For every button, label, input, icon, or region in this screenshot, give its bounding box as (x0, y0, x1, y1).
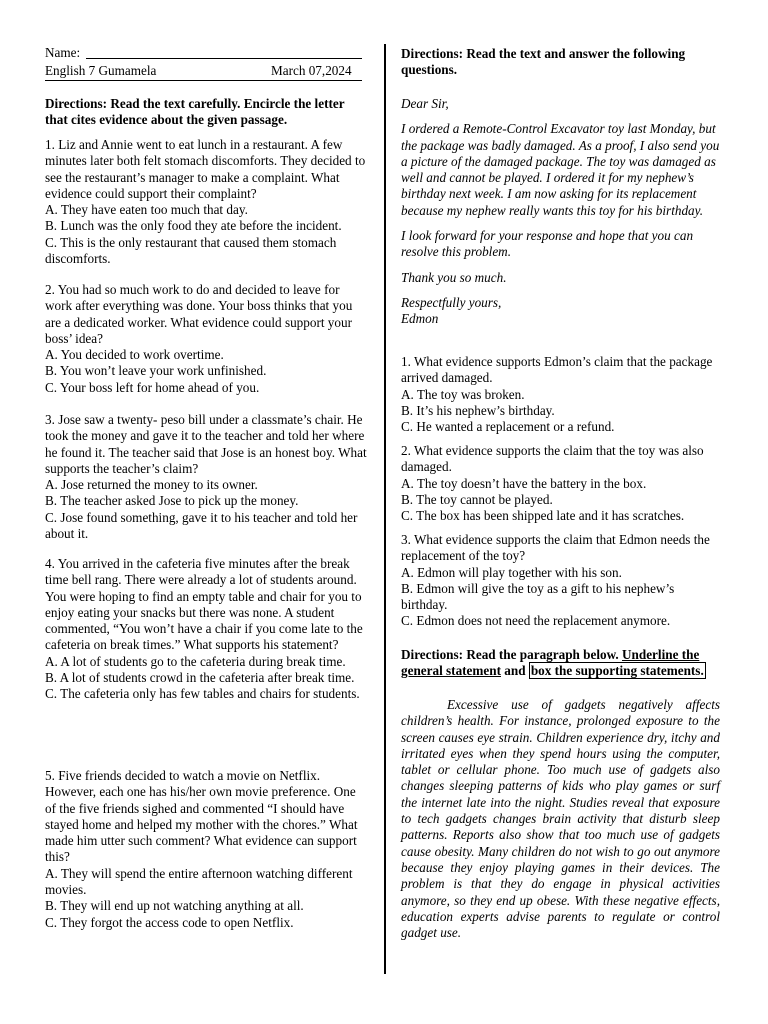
question-stem: 1. Liz and Annie went to eat lunch in a restaurant. A few minutes later both felt stomach discomforts. They decided to see the restaurant’s manager to make a complaint. What evidence could support their complaint? (45, 137, 366, 201)
right-question-1 (401, 354, 720, 435)
directions-2-underline: Underline the general statement (401, 647, 700, 679)
option-a: A. The toy doesn’t have the battery in the box. (401, 475, 647, 491)
letter-signature: Edmon (401, 311, 439, 327)
letter-salutation: Dear Sir, (401, 96, 449, 111)
option-c: C. Jose found something, gave it to his teacher and told her about it. (45, 509, 358, 542)
left-question-4 (45, 556, 367, 703)
option-a: A. They have eaten too much that day. (45, 202, 248, 218)
right-directions-2 (401, 647, 720, 680)
option-b: B. Edmon will give the toy as a gift to his nephew’s birthday. (401, 580, 675, 613)
letter-closing: Respectfully yours, (401, 294, 502, 310)
directions-2-boxed: box the supporting statements. (530, 663, 704, 679)
option-b: B. The teacher asked Jose to pick up the money. (45, 493, 299, 509)
right-question-2 (401, 443, 720, 524)
question-stem: 3. What evidence supports the claim that Edmon needs the replacement of the toy? (401, 532, 710, 564)
question-stem: 4. You arrived in the cafeteria five minutes after the break time bell rang. There were already a lot of students around. You were hoping to find an empty table and chair for you to enjoy eating your snacks but there was none. A student commented, “You won’t have a chair if you come late to the cafeteria on break times.” What supports his statement? (45, 556, 363, 653)
option-a: A. Edmon will play together with his son. (401, 564, 622, 580)
question-stem: 2. What evidence supports the claim that the toy was also damaged. (401, 443, 704, 475)
date-label: March 07,2024 (271, 63, 352, 78)
directions-2-prefix: Directions: Read the paragraph below. (401, 647, 623, 662)
question-stem: 3. Jose saw a twenty- peso bill under a classmate’s chair. He took the money and gave it to the teacher and told her where he found it. The teacher said that Jose is an honest boy. What supports the teacher’s claim? (45, 412, 367, 476)
option-b: B. Lunch was the only food they ate before the incident. (45, 218, 342, 234)
left-question-1 (45, 137, 367, 267)
question-stem: 5. Five friends decided to watch a movie on Netflix. However, each one has his/her own movie preference. One of the five friends sighed and commented “I should have stayed home and helped my mother with the chores.” What made him utter such comment? What evidence can support this? (45, 768, 358, 865)
directions-2-middle: and (500, 663, 529, 679)
option-c: C. They forgot the access code to open Netflix. (45, 914, 294, 930)
option-a: A. You decided to work overtime. (45, 347, 224, 363)
paragraph-text: Excessive use of gadgets negatively affects children’s health. For instance, prolonged exposure to the screen causes eye strain. Children experience dry, itchy and irritated eyes when they spend hours using the computer, tablet or cellular phone. Too much use of gadgets also changes sleeping patterns of kids who play games or surf the internet late into the night. Studies reveal that exposure to tech gadgets changes brain activity that disturb sleep patterns. Reports also show that too much use of gadgets cause obesity. Many children do not wish to go out anymore because they enjoy playing games in their devices. The problem is that they do engage in physical activities anymore, so they end up obese. With these negative effects, education experts advise parents to regulate or control gadget use. (401, 697, 720, 941)
option-c: C. Edmon does not need the replacement anymore. (401, 613, 671, 629)
option-a: A. A lot of students go to the cafeteria during break time. (45, 653, 346, 669)
option-a: A. Jose returned the money to its owner. (45, 477, 258, 493)
letter-body-1: I ordered a Remote-Control Excavator toy last Monday, but the package was badly damaged. As a proof, I also send you a picture of the damaged package. The toy was damaged as well and cannot be played. I ordered it for my nephew’s birthday next week. I am now asking for its replacement because my nephew really wants this toy for his birthday. (401, 121, 720, 218)
letter-body-2: I look forward for your response and hope that you can resolve this problem. (401, 228, 694, 260)
question-stem: 1. What evidence supports Edmon’s claim that the package arrived damaged. (401, 354, 713, 386)
option-b: B. A lot of students crowd in the cafeteria after break time. (45, 670, 355, 686)
option-b: B. It’s his nephew’s birthday. (401, 402, 555, 418)
right-directions: Directions: Read the text and answer the following questions. (401, 46, 686, 78)
option-c: C. The cafeteria only has few tables and chairs for students. (45, 686, 360, 702)
option-b: B. They will end up not watching anything at all. (45, 898, 304, 914)
right-question-3 (401, 532, 720, 630)
gadgets-paragraph (401, 697, 720, 941)
option-c: C. The box has been shipped late and it has scratches. (401, 508, 685, 524)
option-c: C. He wanted a replacement or a refund. (401, 419, 615, 435)
name-label: Name: (45, 45, 81, 60)
option-c: C. Your boss left for home ahead of you. (45, 379, 260, 395)
left-question-3 (45, 412, 367, 542)
header-rule (45, 80, 362, 81)
name-blank-line (86, 58, 362, 59)
option-b: B. The toy cannot be played. (401, 491, 553, 507)
question-stem: 2. You had so much work to do and decided to leave for work after everything was done. Your boss thinks that you are a dedicated worker. What evidence could support your boss’ idea? (45, 282, 353, 346)
left-question-5 (45, 768, 367, 931)
letter-thanks: Thank you so much. (401, 269, 507, 285)
left-directions: Directions: Read the text carefully. Encircle the letter that cites evidence about the given passage. (45, 96, 345, 128)
column-divider (384, 44, 386, 974)
letter (401, 96, 720, 328)
class-label: English 7 Gumamela (45, 63, 157, 78)
option-c: C. This is the only restaurant that caused them stomach discomforts. (45, 234, 337, 267)
option-b: B. You won’t leave your work unfinished. (45, 363, 267, 379)
left-question-2 (45, 282, 367, 396)
option-a: A. They will spend the entire afternoon watching different movies. (45, 865, 353, 898)
option-a: A. The toy was broken. (401, 386, 525, 402)
